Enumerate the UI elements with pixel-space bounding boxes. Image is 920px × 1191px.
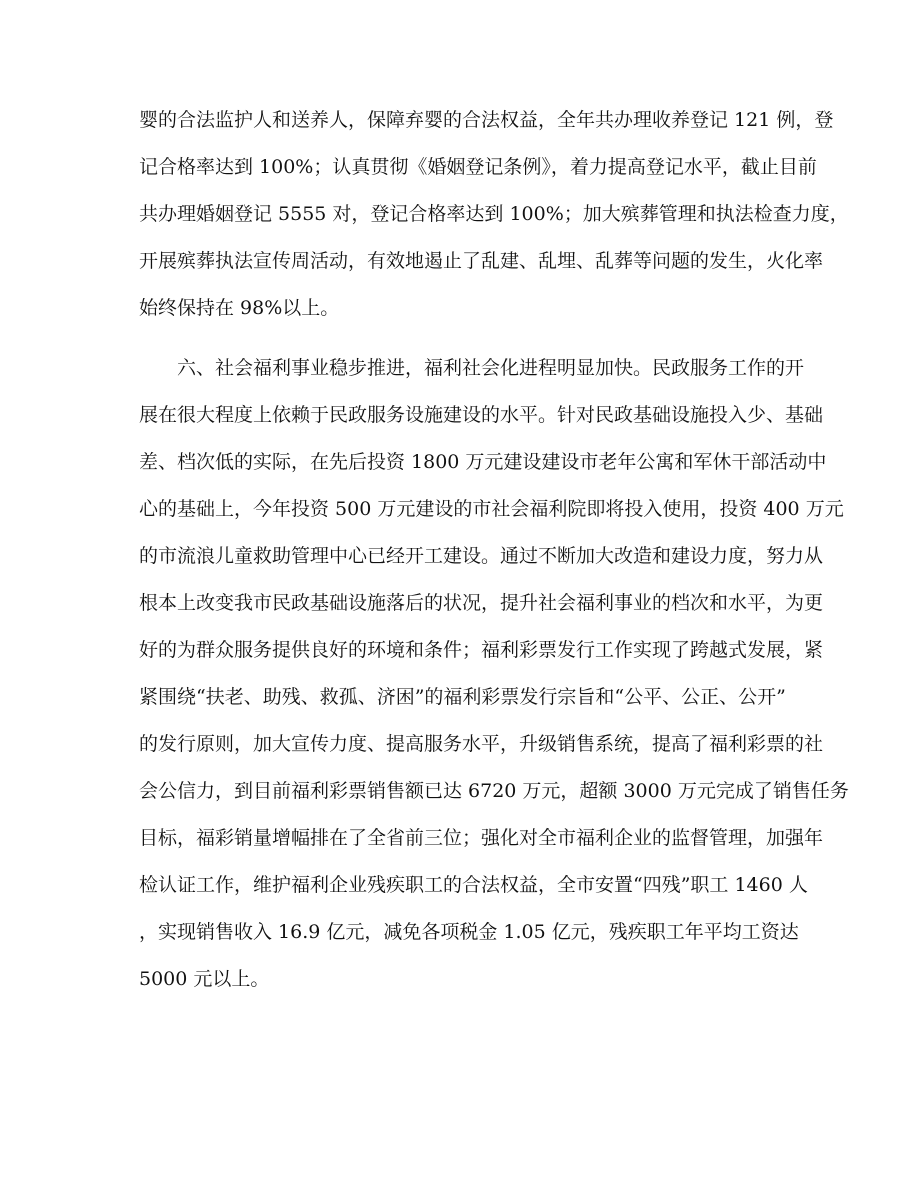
text-line: 记合格率达到 100%；认真贯彻《婚姻登记条例》，着力提高登记水平，截止目前 [139,156,817,178]
text-line: 心的基础上，今年投资 500 万元建设的市社会福利院即将投入使用，投资 400 万元 [139,498,844,520]
text-line: 差、档次低的实际，在先后投资 1800 万元建设建设市老年公寓和军休干部活动中 [139,451,827,473]
text-line: 好的为群众服务提供良好的环境和条件；福利彩票发行工作实现了跨越式发展，紧 [139,639,824,661]
text-line: 共办理婚姻登记 5555 对，登记合格率达到 100%；加大殡葬管理和执法检查力度， [139,203,849,225]
text-line: 始终保持在 98%以上。 [139,297,340,319]
text-line: 紧围绕“扶老、助残、救孤、济困”的福利彩票发行宗旨和“公平、公正、公开” [139,686,786,708]
text-line: 根本上改变我市民政基础设施落后的状况，提升社会福利事业的档次和水平，为更 [139,592,824,614]
text-line: 开展殡葬执法宣传周活动，有效地遏止了乱建、乱埋、乱葬等问题的发生，火化率 [139,250,824,272]
text-line: 5000 元以上。 [139,968,270,990]
text-line: 会公信力，到目前福利彩票销售额已达 6720 万元，超额 3000 万元完成了销售任务 [139,780,849,802]
text-line: 展在很大程度上依赖于民政服务设施建设的水平。针对民政基础设施投入少、基础 [139,404,824,426]
text-line: 的发行原则，加大宣传力度、提高服务水平，升级销售系统，提高了福利彩票的社 [139,733,824,755]
text-line: 的市流浪儿童救助管理中心已经开工建设。通过不断加大改造和建设力度，努力从 [139,545,824,567]
text-line: ，实现销售收入 16.9 亿元，减免各项税金 1.05 亿元，残疾职工年平均工资达 [139,921,799,943]
section-heading-line: 六、社会福利事业稳步推进，福利社会化进程明显加快。民政服务工作的开 [177,357,805,379]
text-line: 检认证工作，维护福利企业残疾职工的合法权益，全市安置“四残”职工 1460 人 [139,874,808,896]
text-line: 婴的合法监护人和送养人，保障弃婴的合法权益，全年共办理收养登记 121 例，登 [139,109,834,131]
text-line: 目标，福彩销量增幅排在了全省前三位；强化对全市福利企业的监督管理，加强年 [139,827,824,849]
